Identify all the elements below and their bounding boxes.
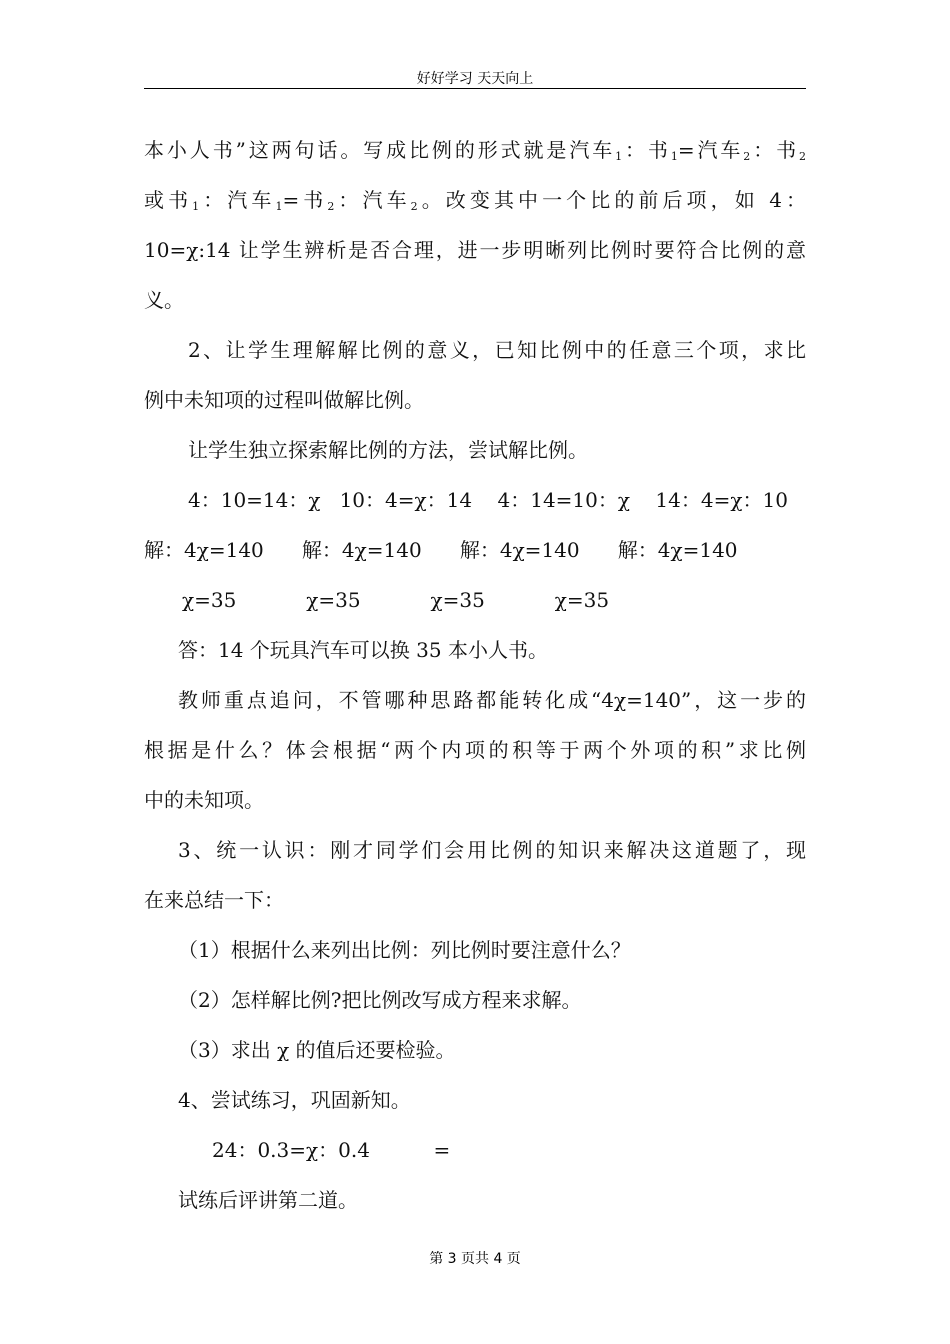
paragraph-5-line-1: 3、统一认识：刚才同学们会用比例的知识来解决这道题了，现 xyxy=(178,838,806,862)
text-segment: ：汽车 xyxy=(199,188,276,212)
subscript: 2 xyxy=(743,150,751,163)
text-segment: 。改变其中一个比的前后项，如 4： xyxy=(417,188,806,212)
paragraph-6: 4、尝试练习，巩固新知。 xyxy=(178,1088,411,1112)
paragraph-4-line-3: 中的未知项。 xyxy=(144,788,264,812)
subscript: 2 xyxy=(327,200,335,213)
paragraph-7: 试练后评讲第二道。 xyxy=(178,1188,358,1212)
summary-item: （1）根据什么来列出比例：列比例时要注意什么？ xyxy=(178,938,631,962)
subscript: 1 xyxy=(615,150,623,163)
paragraph-1-line-1 xyxy=(144,136,806,171)
proportions-line: 4：10=14：χ 10：4=χ：14 4：14=10：χ 14：4=χ：10 xyxy=(188,488,788,512)
subscript: 2 xyxy=(799,150,806,163)
answer-line: 答：14 个玩具汽车可以换 35 本小人书。 xyxy=(178,638,548,662)
text-segment: =汽车 xyxy=(677,138,744,162)
paragraph-1-line-4: 义。 xyxy=(144,288,184,312)
paragraph-2-line-2: 例中未知项的过程叫做解比例。 xyxy=(144,388,424,412)
text-segment: ：书 xyxy=(622,138,671,162)
subscript: 1 xyxy=(192,200,200,213)
page-footer: 第 3 页共 4 页 xyxy=(429,1251,521,1267)
paragraph-4-line-2: 根据是什么？体会根据“两个内项的积等于两个外项的积”求比例 xyxy=(144,738,806,762)
header-divider xyxy=(144,88,806,89)
subscript: 1 xyxy=(670,150,678,163)
text-segment: =书 xyxy=(282,188,328,212)
paragraph-1-line-2 xyxy=(144,186,806,221)
text-segment: 或书 xyxy=(144,188,193,212)
text-segment: ：书 xyxy=(750,138,799,162)
paragraph-5-line-2: 在来总结一下： xyxy=(144,888,284,912)
text-segment: ：汽车 xyxy=(334,188,411,212)
paragraph-4-line-1: 教师重点追问，不管哪种思路都能转化成“4χ=140”，这一步的 xyxy=(178,688,806,712)
paragraph-1-line-3: 10=χ:14 让学生辨析是否合理，进一步明晰列比例时要符合比例的意 xyxy=(144,238,806,262)
page-header: 好好学习 天天向上 xyxy=(416,71,534,87)
summary-item: （2）怎样解比例?把比例改写成方程来求解。 xyxy=(178,988,582,1012)
text-segment: 本小人书”这两句话。写成比例的形式就是汽车 xyxy=(144,138,616,162)
paragraph-3: 让学生独立探索解比例的方法，尝试解比例。 xyxy=(188,438,588,462)
summary-item: （3）求出 χ 的值后还要检验。 xyxy=(178,1038,456,1062)
paragraph-2-line-1: 2、让学生理解解比例的意义，已知比例中的任意三个项，求比 xyxy=(188,338,806,362)
solutions-line: 解：4χ=140 解：4χ=140 解：4χ=140 解：4χ=140 xyxy=(144,538,738,562)
exercise-line: 24：0.3=χ：0.4 = xyxy=(212,1138,451,1162)
subscript: 1 xyxy=(275,200,283,213)
subscript: 2 xyxy=(410,200,418,213)
results-line: χ=35 χ=35 χ=35 χ=35 xyxy=(182,588,610,612)
